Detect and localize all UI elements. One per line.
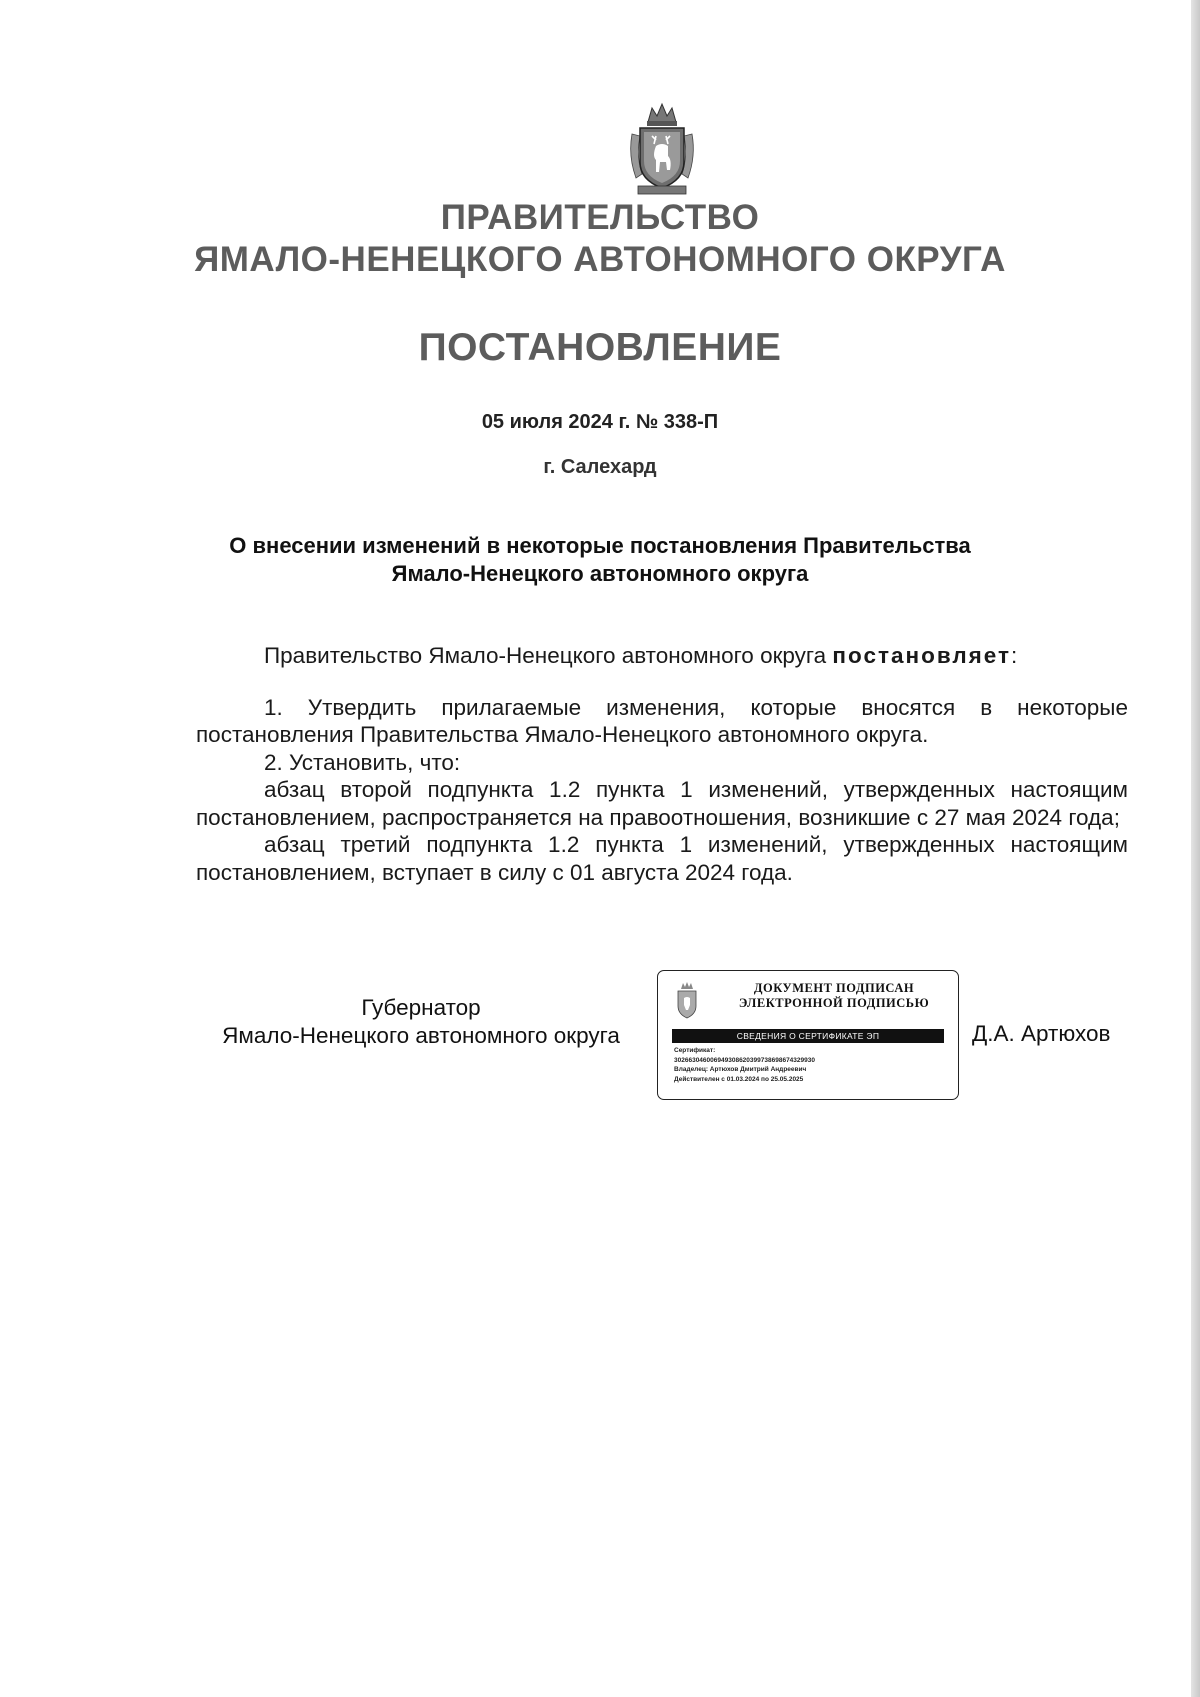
signer-position-line1: Губернатор (361, 995, 481, 1020)
stamp-cert-number: 3026630460069493086203997386986743​29930 (674, 1056, 815, 1064)
signer-position (196, 994, 646, 1050)
stamp-certificate-bar: СВЕДЕНИЯ О СЕРТИФИКАТЕ ЭП (672, 1029, 944, 1043)
stamp-validity: Действителен с 01.03.2024 по 25.05.2025 (674, 1075, 804, 1083)
intro-colon: : (1011, 643, 1018, 668)
paragraph-1: 1. Утвердить прилагаемые изменения, которые вносятся в некоторые постановления Правительства Ямало-Ненецкого автономного округа. (196, 694, 1128, 747)
government-title-line2: ЯМАЛО-НЕНЕЦКОГО АВТОНОМНОГО ОКРУГА (194, 240, 1006, 279)
stamp-owner: Владелец: Артюхов Дмитрий Андреевич (674, 1066, 807, 1073)
signer-position-line2: Ямало-Ненецкого автономного округа (222, 1023, 620, 1048)
stamp-title-line1: ДОКУМЕНТ ПОДПИСАН (753, 981, 915, 995)
government-title-line1: ПРАВИТЕЛЬСТВО (440, 198, 760, 237)
document-type: ПОСТАНОВЛЕНИЕ (418, 326, 782, 369)
intro-emphasis: постановляет (832, 643, 1012, 668)
document-subject (0, 532, 1200, 588)
subject-line1: О внесении изменений в некоторые постановления Правительства (229, 533, 971, 558)
intro-text: Правительство Ямало-Ненецкого автономного округа (264, 643, 833, 668)
document-date-number: 05 июля 2024 г. № 338-П (481, 411, 719, 433)
stamp-details (674, 1046, 954, 1084)
stamp-title (718, 981, 950, 1011)
electronic-signature-stamp (657, 970, 959, 1100)
document-city: г. Салехард (543, 456, 657, 478)
coat-of-arms-icon (626, 100, 698, 196)
intro-paragraph (196, 642, 1128, 670)
signer-name: Д.А. Артюхов (972, 1021, 1111, 1046)
stamp-emblem-icon (672, 981, 702, 1021)
paragraph-3: абзац второй подпункта 1.2 пункта 1 изменений, утвержденных настоящим постановлением, распространяется на правоотношения, возникшие с 27 мая 2024 года; (196, 777, 1128, 830)
stamp-cert-label: Сертификат: (674, 1047, 716, 1054)
paragraph-4: абзац третий подпункта 1.2 пункта 1 изменений, утвержденных настоящим постановлением, вступает в силу с 01 августа 2024 года. (196, 832, 1128, 885)
paragraph-2: 2. Установить, что: (264, 749, 461, 775)
stamp-title-line2: ЭЛЕКТРОННОЙ ПОДПИСЬЮ (738, 996, 930, 1010)
document-body (196, 642, 1128, 886)
subject-line2: Ямало-Ненецкого автономного округа (391, 561, 809, 586)
